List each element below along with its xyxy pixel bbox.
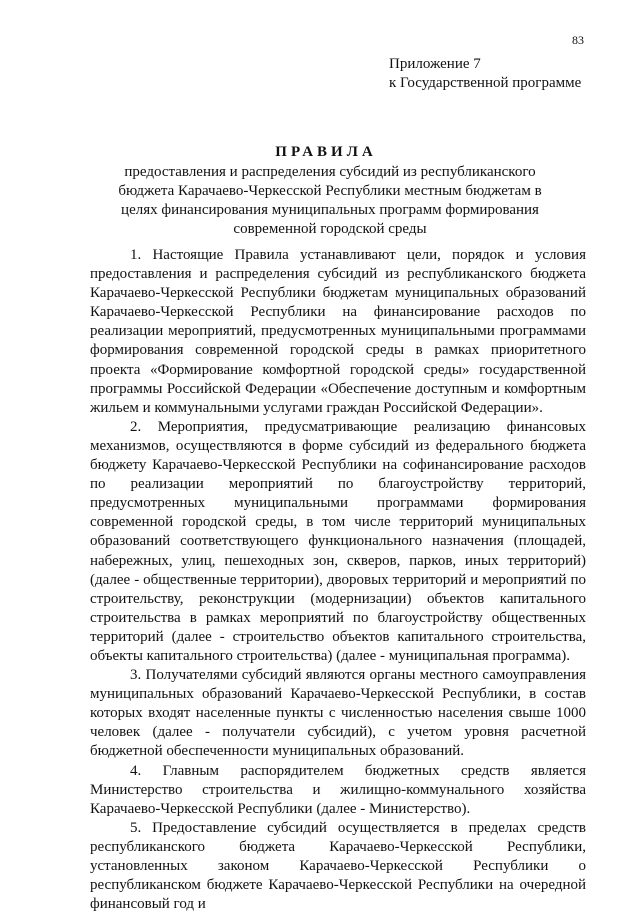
paragraph-2: 2. Мероприятия, предусматривающие реализацию финансовых механизмов, осуществляются в форме субсидий из федерального бюджета бюджету Карачаево-Черкесской Республики на софинансирование расходов по реализации мероприятий по благоустройству территорий, предусмотренных муниципальными программами формирования современной городской среды, в том числе территорий муниципальных образований соответствующего функционального назначения (площадей, набережных, улиц, пешеходных зон, скверов, парков, иных территорий) (далее - общественные территории), дворовых территорий и мероприятий по строительству, реконструкции (модернизации) объектов капитального строительства в рамках мероприятий по благоустройству общественных территорий (далее - строительство объектов капитального строительства, объекты капитального строительства) (далее - муниципальная программа).: [90, 418, 586, 664]
paragraph-1: 1. Настоящие Правила устанавливают цели, порядок и условия предоставления и распределения субсидий из республиканского бюджета Карачаево-Черкесской Республики бюджетам муниципальных образований Карачаево-Черкесской Республики на финансирование расходов по реализации мероприятий, предусмотренных муниципальными программами формирования современной городской среды в рамках приоритетного проекта «Формирование комфортной городской среды» государственной программы Российской Федерации «Обеспечение доступным и комфортным жильем и коммунальными услугами граждан Российской Федерации».: [90, 247, 586, 416]
document-body: [90, 246, 586, 914]
document-title: ПРАВИЛА: [275, 144, 377, 160]
paragraph-5: 5. Предоставление субсидий осуществляется в пределах средств республиканского бюджета Карачаево-Черкесской Республики, установленных законом Карачаево-Черкесской Республики о республиканском бюджете Карачаево-Черкесской Республики на очередной финансовый год и: [90, 819, 586, 913]
document-subtitle: предоставления и распределения субсидий из республиканского бюджета Карачаево-Черкесской Республики местным бюджетам в целях финансирования муниципальных программ формирования современной городской среды: [118, 164, 542, 237]
paragraph-4: 4. Главным распорядителем бюджетных средств является Министерство строительства и жилищно-коммунального хозяйства Карачаево-Черкесской Республики (далее - Министерство).: [90, 762, 586, 817]
paragraph-3: 3. Получателями субсидий являются органы местного самоуправления муниципальных образований Карачаево-Черкесской Республики, в состав которых входят населенные пункты с численностью населения свыше 1000 человек (далее - получатели субсидий), с учетом уровня расчетной бюджетной обеспеченности муниципальных образований.: [90, 667, 586, 760]
appendix-line-1: Приложение 7: [389, 56, 481, 72]
appendix-line-2: к Государственной программе: [389, 75, 582, 91]
appendix-header: [389, 55, 581, 93]
page-number: 83: [572, 33, 584, 47]
